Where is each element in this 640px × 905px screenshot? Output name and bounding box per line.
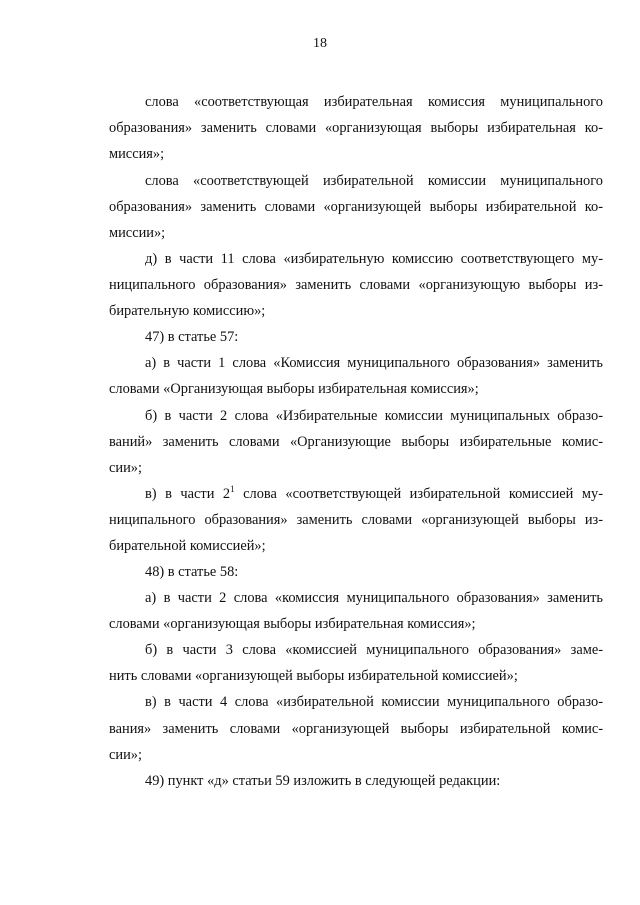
- text-line: образования» заменить словами «организующая выборы избирательная ко-: [109, 120, 603, 136]
- text-line: словами «Организующая выборы избирательная комиссия»;: [109, 381, 479, 397]
- text-line: сии»;: [109, 460, 142, 476]
- text-line: образования» заменить словами «организующей выборы избирательной ко-: [109, 199, 603, 215]
- text-line: 47) в статье 57:: [145, 329, 239, 345]
- text-line: слова «соответствующей избирательной комиссии муниципального: [145, 173, 603, 189]
- text-fragment: слова «соответствующей избирательной комиссией му-: [234, 486, 603, 502]
- text-line: 49) пункт «д» статьи 59 изложить в следующей редакции:: [145, 773, 501, 789]
- text-line: словами «организующая выборы избирательная комиссия»;: [109, 616, 476, 632]
- text-line: сии»;: [109, 747, 142, 763]
- text-line: ниципального образования» заменить словами «организующую выборы из-: [109, 277, 603, 293]
- text-line: вания» заменить словами «организующей выборы избирательной комис-: [109, 721, 603, 737]
- text-line-with-superscript: [145, 485, 603, 503]
- text-line: слова «соответствующая избирательная комиссия муниципального: [145, 94, 603, 110]
- text-fragment: в) в части 2: [145, 486, 231, 502]
- text-line: в) в части 4 слова «избирательной комиссии муниципального образо-: [145, 694, 603, 710]
- text-line: 48) в статье 58:: [145, 564, 239, 580]
- text-line: бирательную комиссию»;: [109, 303, 266, 319]
- text-line: ваний» заменить словами «Организующие выборы избирательные комис-: [109, 434, 603, 450]
- text-line: а) в части 2 слова «комиссия муниципального образования» заменить: [145, 590, 603, 606]
- page-number: 18: [313, 36, 327, 51]
- superscript-index: 1: [230, 484, 235, 494]
- text-line: бирательной комиссией»;: [109, 538, 266, 554]
- text-line: д) в части 11 слова «избирательную комиссию соответствующего му-: [145, 251, 603, 267]
- text-line: миссии»;: [109, 225, 166, 241]
- text-line: а) в части 1 слова «Комиссия муниципального образования» заменить: [145, 355, 603, 371]
- text-line: миссия»;: [109, 146, 165, 162]
- text-line: б) в части 3 слова «комиссией муниципального образования» заме-: [145, 642, 603, 658]
- text-line: нить словами «организующей выборы избирательной комиссией»;: [109, 668, 518, 684]
- text-line: б) в части 2 слова «Избирательные комиссии муниципальных образо-: [145, 408, 603, 424]
- text-line: ниципального образования» заменить словами «организующей выборы из-: [109, 512, 603, 528]
